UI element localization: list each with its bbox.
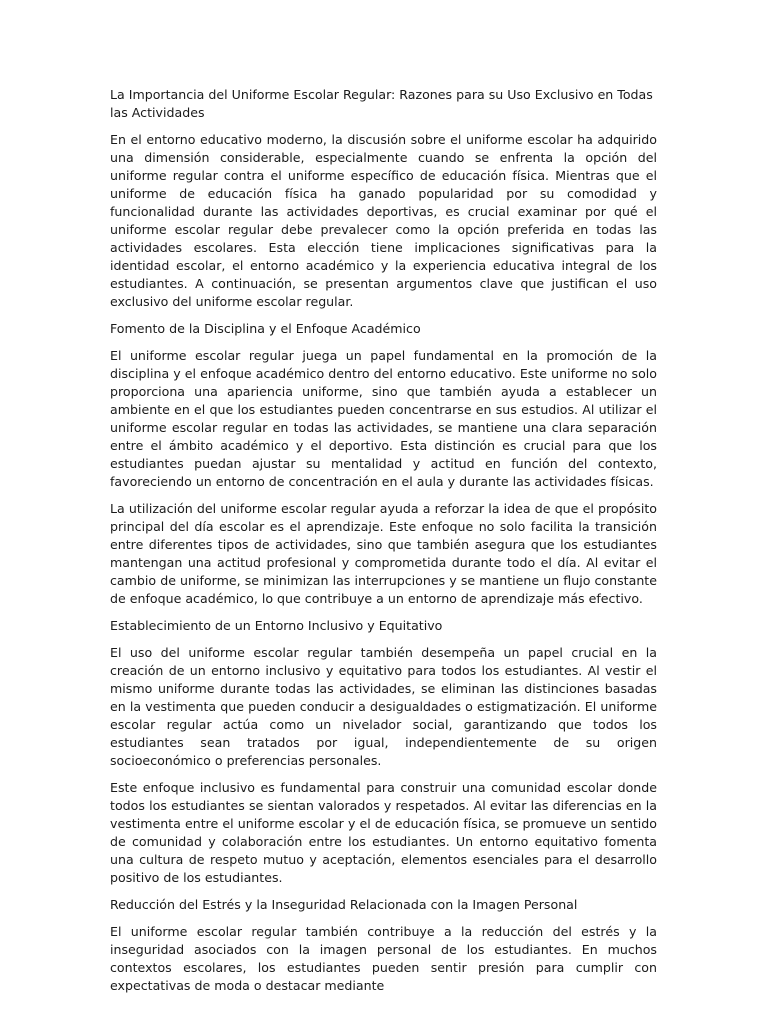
body-paragraph: El uniforme escolar regular también contribuye a la reducción del estrés y la inseguridad asociados con la imagen personal de los estudiantes. En muchos contextos escolares, los estudiantes pueden sentir presión para cumplir con expectativas de moda o destacar mediante xyxy=(110,924,657,993)
document-title: La Importancia del Uniforme Escolar Regular: Razones para su Uso Exclusivo en Todas las Actividades xyxy=(110,87,653,120)
section-heading: Establecimiento de un Entorno Inclusivo y Equitativo xyxy=(110,618,443,633)
body-paragraph: El uso del uniforme escolar regular también desempeña un papel crucial en la creación de un entorno inclusivo y equitativo para todos los estudiantes. Al vestir el mismo uniforme durante todas las actividades, se eliminan las distinciones basadas en la vestimenta que pueden conducir a desigualdades o estigmatización. El uniforme escolar regular actúa como un nivelador social, garantizando que todos los estudiantes sean tratados por igual, independientemente de su origen socioeconómico o preferencias personales. xyxy=(110,645,657,768)
body-paragraph: El uniforme escolar regular juega un papel fundamental en la promoción de la disciplina y el enfoque académico dentro del entorno educativo. Este uniforme no solo proporciona una apariencia uniforme, sino que también ayuda a establecer un ambiente en el que los estudiantes pueden concentrarse en sus estudios. Al utilizar el uniforme escolar regular en todas las actividades, se mantiene una clara separación entre el ámbito académico y el deportivo. Esta distinción es crucial para que los estudiantes puedan ajustar su mentalidad y actitud en función del contexto, favoreciendo un entorno de concentración en el aula y durante las actividades físicas. xyxy=(110,348,657,489)
section-heading: Fomento de la Disciplina y el Enfoque Académico xyxy=(110,321,421,336)
document-page xyxy=(110,86,657,1004)
body-paragraph: La utilización del uniforme escolar regular ayuda a reforzar la idea de que el propósito principal del día escolar es el aprendizaje. Este enfoque no solo facilita la transición entre diferentes tipos de actividades, sino que también asegura que los estudiantes mantengan una actitud profesional y comprometida durante todo el día. Al evitar el cambio de uniforme, se minimizan las interrupciones y se mantiene un flujo constante de enfoque académico, lo que contribuye a un entorno de aprendizaje más efectivo. xyxy=(110,501,657,606)
body-paragraph: Este enfoque inclusivo es fundamental para construir una comunidad escolar donde todos los estudiantes se sientan valorados y respetados. Al evitar las diferencias en la vestimenta entre el uniforme escolar y el de educación física, se promueve un sentido de comunidad y colaboración entre los estudiantes. Un entorno equitativo fomenta una cultura de respeto mutuo y aceptación, elementos esenciales para el desarrollo positivo de los estudiantes. xyxy=(110,780,657,885)
section-heading: Reducción del Estrés y la Inseguridad Relacionada con la Imagen Personal xyxy=(110,897,578,912)
intro-paragraph: En el entorno educativo moderno, la discusión sobre el uniforme escolar ha adquirido una dimensión considerable, especialmente cuando se enfrenta la opción del uniforme regular contra el uniforme específico de educación física. Mientras que el uniforme de educación física ha ganado popularidad por su comodidad y funcionalidad durante las actividades deportivas, es crucial examinar por qué el uniforme escolar regular debe prevalecer como la opción preferida en todas las actividades escolares. Esta elección tiene implicaciones significativas para la identidad escolar, el entorno académico y la experiencia educativa integral de los estudiantes. A continuación, se presentan argumentos clave que justifican el uso exclusivo del uniforme escolar regular. xyxy=(110,132,657,309)
